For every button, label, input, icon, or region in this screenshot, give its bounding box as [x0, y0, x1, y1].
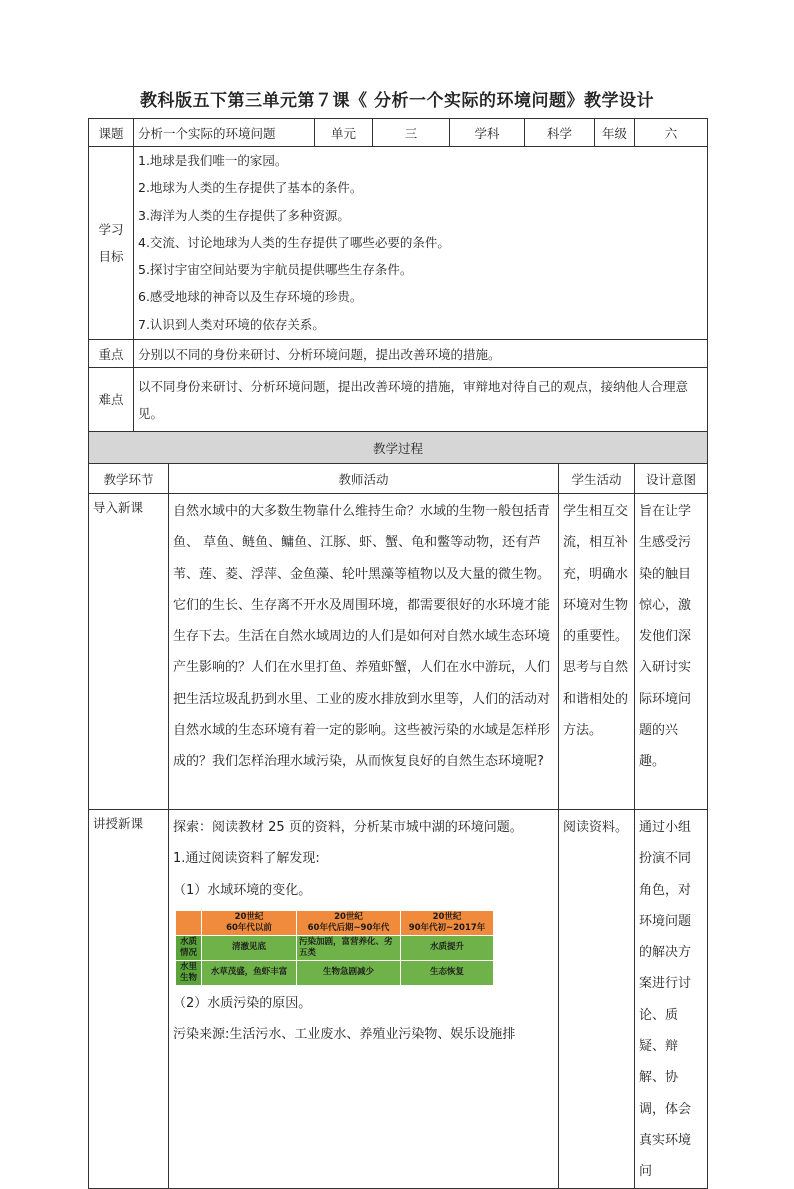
objectives-row [89, 147, 708, 340]
key-point-text: 分别以不同的身份来研讨、分析环境问题，提出改善环境的措施。 [134, 340, 708, 368]
teacher-activity-intro: 自然水域中的大多数生物靠什么维持生命？水域的生物一般包括青鱼、 草鱼、鲢鱼、鳙鱼、江豚、虾、蟹、龟和鳖等动物，还有芦苇、莲、菱、浮萍、金鱼藻、轮叶黑藻等植物以及大量的微生物。它们的生长、生存离不开水及周围环境，都需要很好的水环境才能生存下去。生活在自然水域周边的人们是如何对自然水域生态环境产生影响的？人们在水里打鱼、养殖虾蟹，人们在水中游玩，人们把生活垃圾乱扔到水里、工业的废水排放到水里等，人们的活动对自然水域的生态环境有着一定的影响。这些被污染的水域是怎样形成的？我们怎样治理水域污染，从而恢复良好的自然生态环境呢? [169, 494, 559, 810]
teacher-activity-new [169, 810, 559, 1189]
water-table-head [176, 910, 494, 935]
water-row-quality [176, 935, 494, 960]
process-title-row [89, 432, 708, 464]
water-cell: 清澈见底 [202, 935, 297, 960]
col-teacher: 教师活动 [169, 464, 559, 494]
water-cell: 水草茂盛，鱼虾丰富 [202, 960, 297, 985]
col-student: 学生活动 [559, 464, 635, 494]
student-activity-new: 阅读资料。 [559, 810, 635, 1189]
teacher-point-2: （1）水域环境的变化。 [173, 882, 312, 898]
student-activity-intro: 学生相互交流，相互补充，明确水环境对生物的重要性。思考与自然和谐相处的方法。 [559, 494, 635, 810]
subject-label: 学科 [450, 119, 525, 147]
key-point-row [89, 340, 708, 368]
objective-item: 5.探讨宇宙空间站要为宇航员提供哪些生存条件。 [138, 262, 413, 278]
water-row-label: 水里 生物 [176, 960, 202, 985]
lesson-plan-table [88, 118, 708, 1189]
objective-item: 6.感受地球的神奇以及生存环境的珍贵。 [138, 289, 363, 305]
teacher-point-4: 污染来源:生活污水、工业废水、养殖业污染物、娱乐设施排 [173, 1027, 516, 1043]
grade-label: 年级 [595, 119, 635, 147]
difficulty-text: 以不同身份来研讨、分析环境问题，提出改善环境的措施，审辩地对待自己的观点，接纳他人合理意见。 [134, 368, 708, 432]
objectives-list [134, 147, 708, 340]
water-head-cell: 20世纪 90年代初~2017年 [401, 910, 494, 935]
objectives-label [89, 147, 134, 340]
unit-label: 单元 [315, 119, 373, 147]
topic-value: 分析一个实际的环境问题 [134, 119, 315, 147]
design-intent-new: 通过小组扮演不同角色，对环境问题的解决方案进行讨论、质疑、辩解、协调，体会真实环境问 [635, 810, 708, 1189]
water-cell: 生物急剧减少 [297, 960, 401, 985]
water-head-cell: 20世纪 60年代后期~90年代 [297, 910, 401, 935]
objectives-label-line2: 目标 [98, 249, 124, 264]
objective-item: 1.地球是我们唯一的家园。 [138, 153, 288, 168]
page-title: 教科版五下第三单元第７课《 分析一个实际的环境问题》教学设计 [140, 91, 654, 111]
process-title: 教学过程 [89, 432, 708, 464]
unit-value: 三 [373, 119, 450, 147]
grade-value: 六 [635, 119, 708, 147]
difficulty-label: 难点 [89, 368, 134, 432]
water-cell: 污染加剧，富营养化、劣五类 [297, 935, 401, 960]
teacher-point-3: （2）水质污染的原因。 [173, 995, 312, 1011]
water-cell: 生态恢复 [401, 960, 494, 985]
teacher-point-1: 1.通过阅读资料了解发现: [173, 851, 320, 867]
objective-item: 3.海洋为人类的生存提供了多种资源。 [138, 207, 350, 223]
stage-new: 讲授新课 [89, 810, 169, 1189]
objective-item: 2.地球为人类的生存提供了基本的条件。 [138, 180, 363, 196]
water-cell: 水质提升 [401, 935, 494, 960]
process-row-intro [89, 494, 708, 810]
water-head-cell: 20世纪 60年代以前 [202, 910, 297, 935]
water-head-cell [176, 910, 202, 935]
objective-item: 7.认识到人类对环境的依存关系。 [138, 316, 325, 332]
design-intent-intro: 旨在让学生感受污染的触目惊心，激发他们深入研讨实际环境问题的兴趣。 [635, 494, 708, 810]
difficulty-row [89, 368, 708, 432]
process-columns-row [89, 464, 708, 494]
stage-intro: 导入新课 [89, 494, 169, 810]
objectives-label-line1: 学习 [98, 222, 124, 237]
col-stage: 教学环节 [89, 464, 169, 494]
water-row-label: 水质 情况 [176, 935, 202, 960]
objective-item: 4.交流、讨论地球为人类的生存提供了哪些必要的条件。 [138, 234, 450, 250]
process-row-new [89, 810, 708, 1189]
water-quality-table [175, 910, 494, 986]
col-intent: 设计意图 [635, 464, 708, 494]
teacher-intro: 探索：阅读教材 25 页的资料，分析某市城中湖的环境问题。 [173, 820, 523, 835]
water-row-life [176, 960, 494, 985]
key-point-label: 重点 [89, 340, 134, 368]
topic-label: 课题 [89, 119, 134, 147]
header-row [89, 119, 708, 147]
subject-value: 科学 [525, 119, 595, 147]
